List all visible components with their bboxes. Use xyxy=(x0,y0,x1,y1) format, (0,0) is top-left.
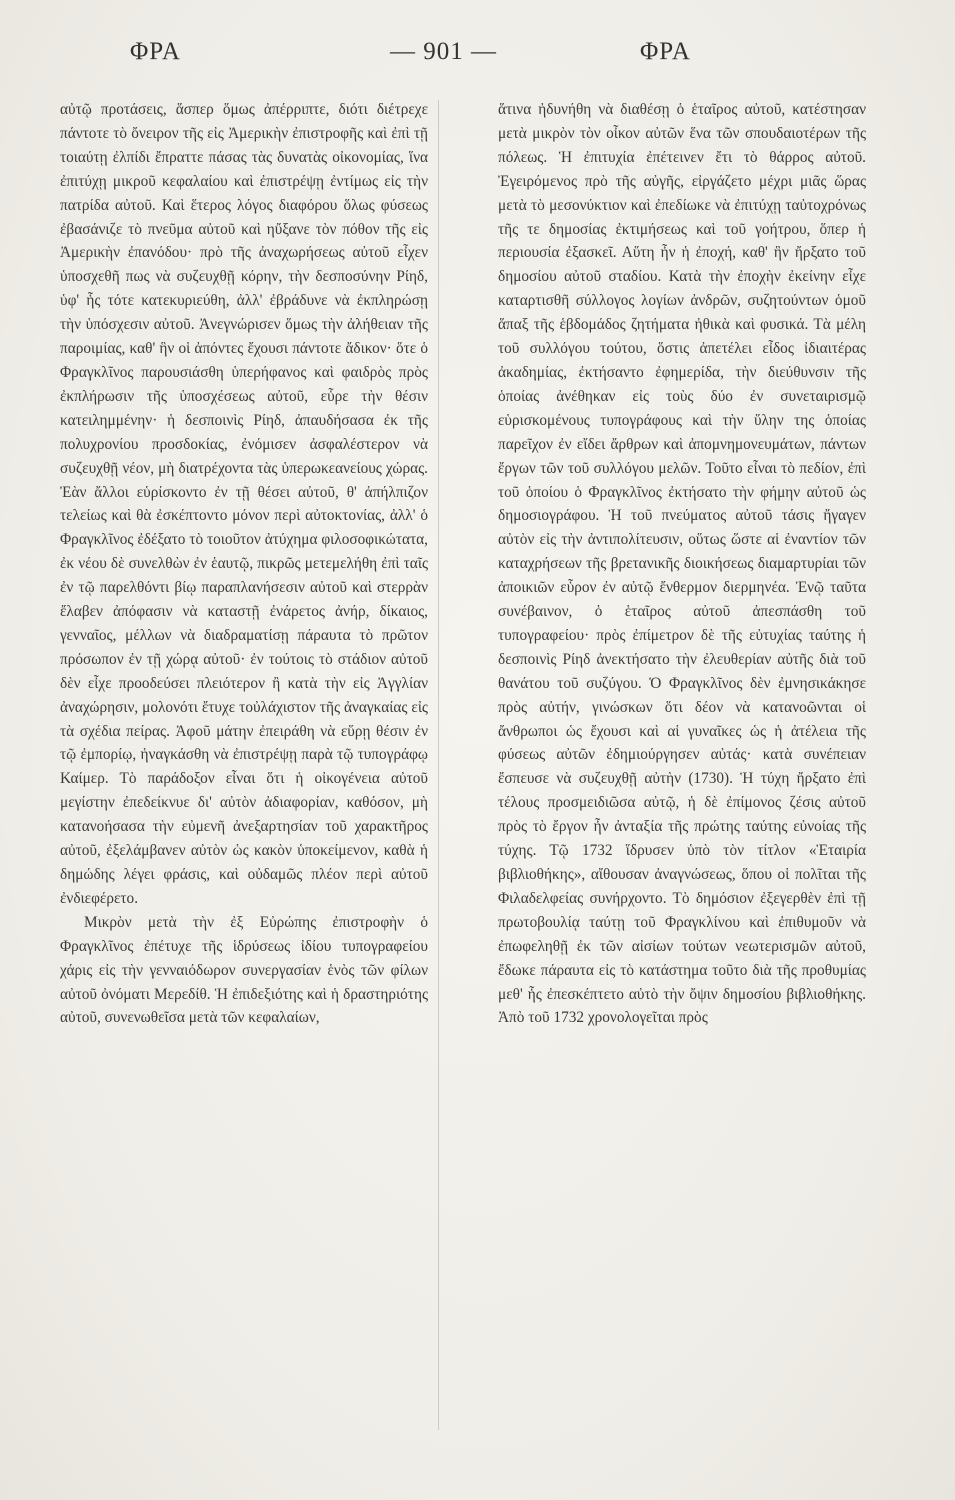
paragraph: Μικρὸν μετὰ τὴν ἐξ Εὐρώπης ἐπιστροφὴν ὁ Φραγκλῖνος ἐπέτυχε τῆς ἱδρύσεως ἰδίου τυπογραφείου χάρις εἰς τὴν γενναιόδωρον συνεργασίαν ἑνὸς τῶν φίλων αὐτοῦ ὀνόματι Μερεδίθ. Ἡ ἐπιδεξιότης καὶ ἡ δραστηριότης αὐτοῦ, συνενωθεῖσα μετὰ τῶν κεφαλαίων, xyxy=(60,913,428,1027)
right-text-column xyxy=(498,98,866,1030)
paragraph: ἅτινα ἠδυνήθη νὰ διαθέσῃ ὁ ἑταῖρος αὐτοῦ, κατέστησαν μετὰ μικρὸν τὸν οἶκον αὐτῶν ἕνα τῶν σπουδαιοτέρων τῆς πόλεως. Ἡ ἐπιτυχία ἐπέτεινεν ἔτι τὸ θάρρος αὐτοῦ. Ἐγειρόμενος πρὸ τῆς αὐγῆς, εἰργάζετο μέχρι μιᾶς ὥρας μετὰ τὸ μεσονύκτιον καὶ ἐπεδίωκε νὰ ἐπιτύχῃ ταὐτοχρόνως τῆς τε δημοσίας ἐκτιμήσεως καὶ τοῦ γοήτρου, ὅπερ ἡ περιουσία ἐξασκεῖ. Αὕτη ἦν ἡ ἐποχή, καθ' ἣν ἤρξατο τοῦ δημοσίου αὐτοῦ σταδίου. Κατὰ τὴν ἐποχὴν ἐκείνην εἶχε καταρτισθῆ σύλλογος λογίων ἀνδρῶν, συζητούντων ὁμοῦ ἅπαξ τῆς ἑβδομάδος ζητήματα ἠθικὰ καὶ φυσικά. Τὰ μέλη τοῦ συλλόγου τούτου, ὅστις ἀπετέλει εἶδος ἰδιαιτέρας ἀκαδημίας, ἐκτήσαντο ἐφημερίδα, τὴν διεύθυνσιν τῆς ὁποίας ἀνέθηκαν εἰς τοὺς δύο ἐν συνεταιρισμῷ εὑρισκομένους τυπογράφους καὶ τὴν ὕλην της ὁποίας παρεῖχον ἐν εἴδει ἄρθρων καὶ ἀπομνημονευμάτων, πάντων ἔργων τῶν τοῦ συλλόγου μελῶν. Τοῦτο εἶναι τὸ πεδίον, ἐπὶ τοῦ ὁποίου ὁ Φραγκλῖνος ἐκτήσατο τὴν φήμην αὐτοῦ ὡς δημοσιογράφου. Ἡ τοῦ πνεύματος αὐτοῦ τάσις ἤγαγεν αὐτὸν εἰς τὴν ἀντιπολίτευσιν, οὕτως ὥστε αἱ ἐναντίον τῶν καταχρήσεων τῆς βρετανικῆς διοικήσεως διαμαρτυρίαι τῶν ἀποικιῶν εὗρον ἐν αὐτῷ ἔνθερμον διερμηνέα. Ἐνῷ ταῦτα συνέβαινον, ὁ ἑταῖρος αὐτοῦ ἀπεσπάσθη τοῦ τυπογραφείου· πρὸς ἐπίμετρον δὲ τῆς εὐτυχίας ταύτης ἡ δεσποινὶς Ρίηδ ἀνεκτήσατο τὴν ἐλευθερίαν αὐτῆς διὰ τοῦ θανάτου τοῦ συζύγου. Ὁ Φραγκλῖνος δὲν ἐμνησικάκησε πρὸς αὐτήν, γινώσκων ὅτι δέον νὰ κατανοῶνται οἱ ἄνθρωποι ὡς ἔχουσι καὶ αἱ γυναῖκες ὡς ἡ ἀτέλεια τῆς φύσεως αὐτῶν ἐδημιούργησεν αὐτάς· κατὰ συνέπειαν ἔσπευσε νὰ συζευχθῇ αὐτὴν (1730). Ἡ τύχη ἤρξατο ἐπὶ τέλους προσμειδιῶσα αὐτῷ, ἡ δὲ ἐπίμονος ζέσις αὐτοῦ πρὸς τὸ ἔργον ἦν ἀνταξία τῆς πρώτης ταύτης εὐνοίας τῆς τύχης. Τῷ 1732 ἵδρυσεν ὑπὸ τὸν τίτλον «Ἑταιρία βιβλιοθήκης», αἴθουσαν ἀναγνώσεως, ὅπου οἱ πολῖται τῆς Φιλαδελφείας συνήρχοντο. Τὸ δημόσιον ἐξεγερθὲν ἐπὶ τῇ πρωτοβουλίᾳ ταύτῃ τοῦ Φραγκλίνου καὶ ἐπιθυμοῦν νὰ ἐπωφεληθῇ ἐκ τῶν αἰσίων τούτων νεωτερισμῶν αὐτοῦ, ἔδωκε πάραυτα εἰς τὸ κατάστημα τοῦτο διὰ τῆς προθυμίας μεθ' ἧς ἐπεσκέπτετο αὐτὸ τὴν ὄψιν δημοσίου βιβλιοθήκης. Ἀπὸ τοῦ 1732 χρονολογεῖται πρὸς xyxy=(498,101,866,1027)
paragraph: αὐτῷ προτάσεις, ἅσπερ ὅμως ἀπέρριπτε, διότι διέτρεχε πάντοτε τὸ ὄνειρον τῆς εἰς Ἀμερικὴν ἐπιστροφῆς καὶ ἐπὶ τῇ τοιαύτῃ ἐλπίδι ἔπραττε πάσας τὰς δυνατὰς οἰκονομίας, ἵνα ἐπιτύχῃ μικροῦ κεφαλαίου καὶ ἐπιστρέψῃ ἐντίμως εἰς τὴν πατρίδα αὐτοῦ. Καὶ ἕτερος λόγος διαφόρου ὅλως φύσεως ἐβασάνιζε τὸ πνεῦμα αὐτοῦ καὶ ηὔξανε τὸν πόθον τῆς εἰς Ἀμερικὴν ἐπανόδου· πρὸ τῆς ἀναχωρήσεως αὐτοῦ εἶχεν ὑποσχεθῆ πως νὰ συζευχθῇ κόρην, τὴν δεσποσύνην Ρίηδ, ὑφ' ἧς τότε κατεκυριεύθη, ἀλλ' ἐβράδυνε νὰ ἐκπληρώσῃ τὴν ὑπόσχεσιν αὐτοῦ. Ἀνεγνώρισεν ὅμως τὴν ἀλήθειαν τῆς παροιμίας, καθ' ἣν οἱ ἀπόντες ἔχουσι πάντοτε ἄδικον· ὅτε ὁ Φραγκλῖνος παρουσιάσθη ὑπερήφανος καὶ φαιδρὸς πρὸς ἐκπλήρωσιν τῆς ὑποσχέσεως αὐτοῦ, εὗρε τὴν θέσιν κατειλημμένην· ἡ δεσποινὶς Ρίηδ, ἀπαυδήσασα ἐκ τῆς πολυχρονίου προσδοκίας, ἐνόμισεν ἀσφαλέστερον νὰ συζευχθῇ νέον, μὴ διατρέχοντα τὰς ὑπερωκεανείους χώρας. Ἐὰν ἄλλοι εὑρίσκοντο ἐν τῇ θέσει αὐτοῦ, θ' ἀπήλπιζον τελείως καὶ θὰ ἐσκέπτοντο μόνον περὶ αὐτοκτονίας, ἀλλ' ὁ Φραγκλῖνος ἐδέξατο τὸ τοιοῦτον ἀτύχημα φιλοσοφικώτατα, ἐκ νέου δὲ συνελθὼν ἐν ἑαυτῷ, πικρῶς μετεμελήθη ἐπὶ ταῖς ἐν τῷ παρελθόντι βίῳ παραπλανήσεσιν αὐτοῦ καὶ στερρὰν ἔλαβεν ἀπόφασιν νὰ καταστῇ ἐνάρετος ἀνήρ, δίκαιος, γενναῖος, μέλλων νὰ διαδραματίσῃ πάραυτα τὸ πρῶτον πρόσωπον ἐν τῇ χώρᾳ αὐτοῦ· ἐν τούτοις τὸ στάδιον αὐτοῦ δὲν εἶχε προοδεύσει πλειότερον ἢ κατὰ τὴν εἰς Ἀγγλίαν ἀναχώρησιν, μολονότι ἔτυχε τοὐλάχιστον τῆς ἀναγκαίας εἰς τὰ σχέδια πείρας. Ἀφοῦ μάτην ἐπειράθη νὰ εὕρῃ θέσιν ἐν τῷ ἐμπορίῳ, ἠναγκάσθη νὰ ἐπιστρέψῃ παρὰ τῷ τυπογράφῳ Καίμερ. Τὸ παράδοξον εἶναι ὅτι ἡ οἰκογένεια αὐτοῦ μεγίστην ἐπεδείκνυε δι' αὐτὸν ἀδιαφορίαν, καθόσον, μὴ κατανοήσασα τὴν εὐμενῆ ἀνεξαρτησίαν τοῦ χαρακτῆρος αὐτοῦ, ἐξελάμβανεν αὐτὸν ὡς κακὸν ὑποκείμενον, καθὰ ἡ δημώδης λέγει φράσις, καὶ οὐδαμῶς πλέον περὶ αὐτοῦ ἐνδιεφέρετο. xyxy=(60,101,428,907)
page-number: — 901 — xyxy=(390,38,497,65)
page-header xyxy=(80,38,870,78)
running-head-left: ΦΡΑ xyxy=(130,38,181,65)
left-text-column xyxy=(60,98,428,1030)
running-head-right: ΦΡΑ xyxy=(640,38,691,65)
column-divider xyxy=(438,100,439,1430)
